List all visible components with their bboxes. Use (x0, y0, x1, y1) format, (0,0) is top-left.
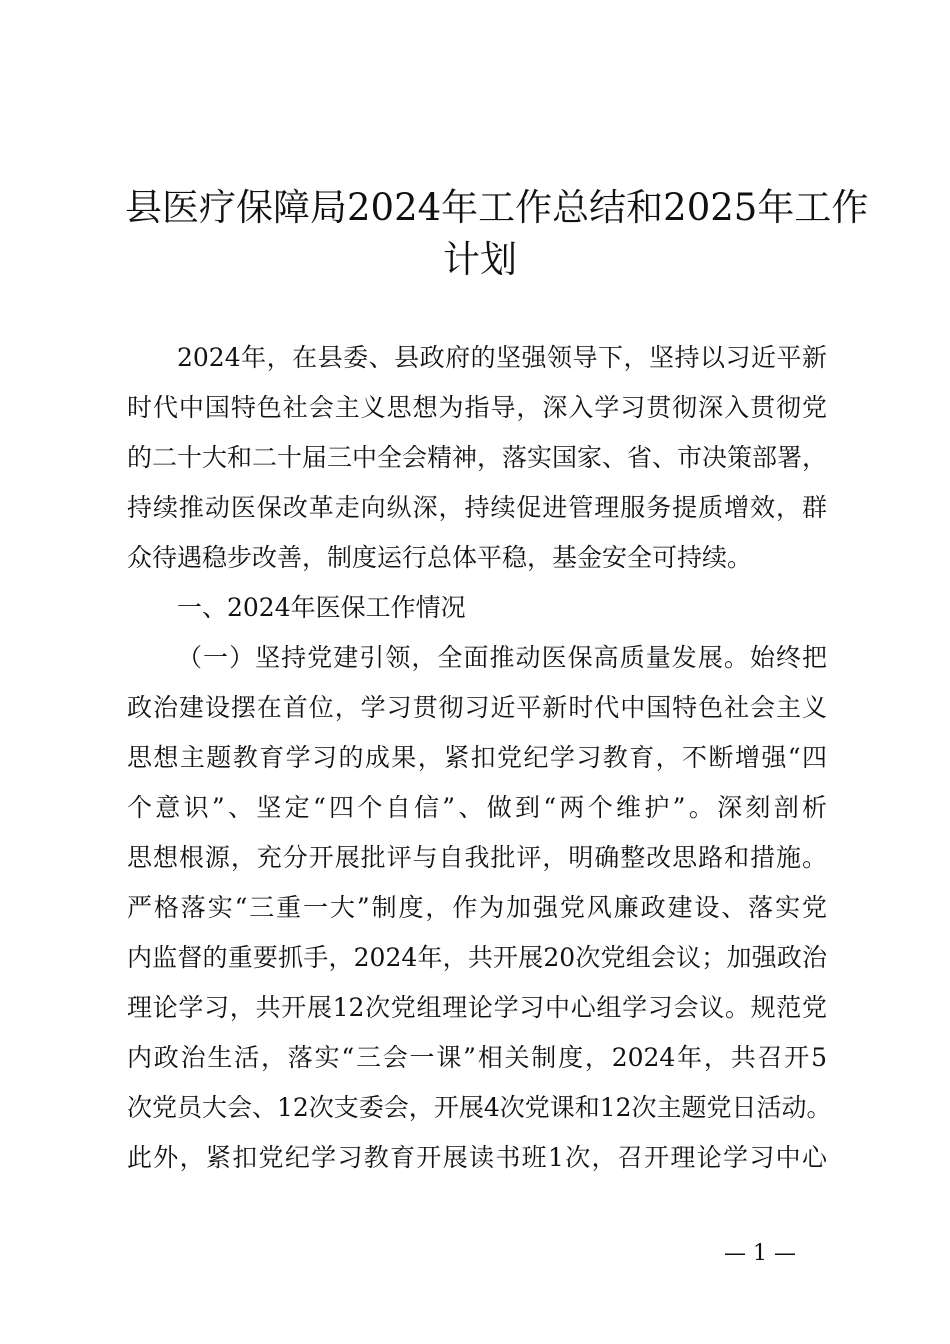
body-line: 理论学习，共开展12次党组理论学习中心组学习会议。规范党 (127, 993, 827, 1022)
body-line: 个意识”、坚定“四个自信”、做到“两个维护”。深刻剖析 (127, 793, 827, 822)
section-heading: 一、2024年医保工作情况 (177, 593, 466, 622)
body-line: 思想主题教育学习的成果，紧扣党纪学习教育，不断增强“四 (127, 743, 827, 772)
body-line: 时代中国特色社会主义思想为指导，深入学习贯彻深入贯彻党 (127, 393, 827, 422)
document-body (127, 333, 832, 1183)
body-line: 次党员大会、12次支委会，开展4次党课和12次主题党日活动。 (127, 1093, 832, 1122)
body-line: 政治建设摆在首位，学习贯彻习近平新时代中国特色社会主义 (127, 693, 827, 722)
title-line-2: 计划 (443, 238, 517, 281)
body-line: 内监督的重要抓手，2024年，共开展20次党组会议；加强政治 (127, 943, 827, 972)
body-line: 众待遇稳步改善，制度运行总体平稳，基金安全可持续。 (127, 543, 753, 572)
document-title (125, 182, 869, 286)
body-line: 的二十大和二十届三中全会精神，落实国家、省、市决策部署， (127, 443, 828, 472)
body-line: 2024年，在县委、县政府的坚强领导下，坚持以习近平新 (177, 343, 827, 372)
title-line-1: 县医疗保障局2024年工作总结和2025年工作 (125, 186, 869, 229)
body-line: 此外，紧扣党纪学习教育开展读书班1次，召开理论学习中心 (127, 1143, 827, 1172)
body-line: （一）坚持党建引领，全面推动医保高质量发展。始终把 (177, 643, 827, 672)
body-line: 持续推动医保改革走向纵深，持续促进管理服务提质增效，群 (127, 493, 827, 522)
body-line: 内政治生活，落实“三会一课”相关制度，2024年，共召开5 (127, 1043, 827, 1072)
body-line: 思想根源，充分开展批评与自我批评，明确整改思路和措施。 (127, 843, 827, 872)
body-line: 严格落实“三重一大”制度，作为加强党风廉政建设、落实党 (127, 893, 827, 922)
page-number: — 1 — (724, 1241, 796, 1266)
